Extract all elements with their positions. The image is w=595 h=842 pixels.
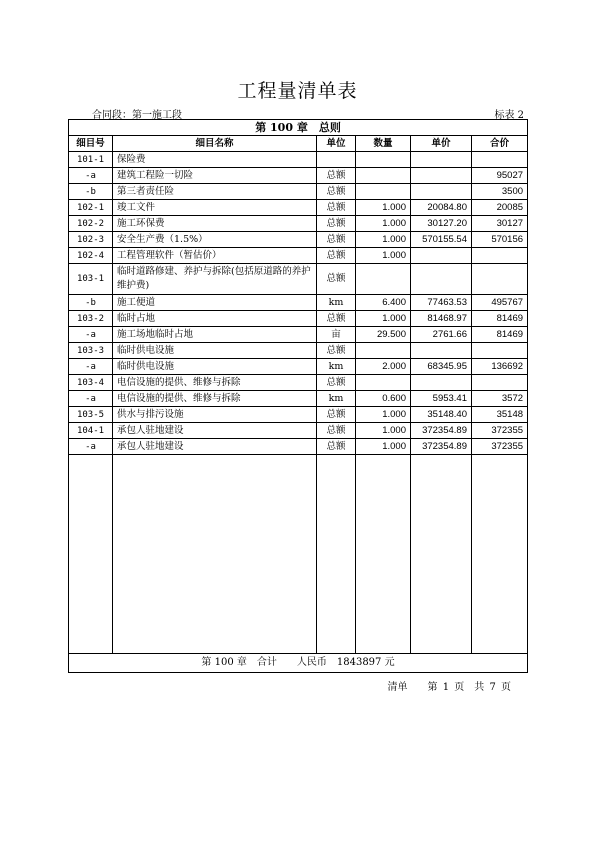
item-code: 104-1 [69,423,113,439]
filler-cell [113,455,317,654]
item-name: 施工环保费 [113,216,317,232]
column-header-code: 细目号 [69,136,113,152]
item-quantity [356,152,411,168]
item-total [472,248,528,264]
item-name: 保险费 [113,152,317,168]
item-unit-price [411,168,472,184]
bill-of-quantities-table [68,119,528,673]
item-code: -a [69,359,113,375]
item-total: 81469 [472,327,528,343]
item-code: 103-4 [69,375,113,391]
item-unit: 总额 [317,407,356,423]
item-code: -a [69,327,113,343]
item-quantity: 1.000 [356,216,411,232]
table-row [69,359,528,375]
item-name: 安全生产费（1.5%） [113,232,317,248]
item-name: 临时供电设施 [113,359,317,375]
item-unit: 总额 [317,375,356,391]
item-quantity [356,375,411,391]
form-number: 标表 2 [494,110,524,121]
item-name: 承包人驻地建设 [113,423,317,439]
filler-cell [317,455,356,654]
item-name: 施工便道 [113,295,317,311]
table-row [69,407,528,423]
item-total: 372355 [472,439,528,455]
item-code: 103-3 [69,343,113,359]
item-total: 136692 [472,359,528,375]
item-unit-price: 2761.66 [411,327,472,343]
item-total: 95027 [472,168,528,184]
contract-segment: 合同段：第一施工段 [92,110,182,121]
item-code: 102-4 [69,248,113,264]
item-code: -a [69,168,113,184]
item-name: 电信设施的提供、维修与拆除 [113,375,317,391]
chapter-heading-row [69,120,528,136]
item-unit-price: 35148.40 [411,407,472,423]
table-row [69,391,528,407]
item-unit: 总额 [317,216,356,232]
item-name: 承包人驻地建设 [113,439,317,455]
table-row [69,343,528,359]
item-total [472,375,528,391]
item-total [472,343,528,359]
item-name: 竣工文件 [113,200,317,216]
item-total [472,152,528,168]
item-code: 102-2 [69,216,113,232]
chapter-total: 第 100 章 合计 人民币 1843897 元 [69,654,528,673]
page-title: 工程量清单表 [237,80,358,102]
item-quantity [356,184,411,200]
item-unit-price: 30127.20 [411,216,472,232]
item-unit-price [411,248,472,264]
item-unit-price: 372354.89 [411,439,472,455]
table-row [69,248,528,264]
table-row [69,423,528,439]
item-unit: 总额 [317,439,356,455]
item-name: 电信设施的提供、维修与拆除 [113,391,317,407]
table-row [69,200,528,216]
item-unit-price: 77463.53 [411,295,472,311]
item-total: 495767 [472,295,528,311]
filler-cell [356,455,411,654]
item-name: 工程管理软件（暂估价） [113,248,317,264]
item-unit: 亩 [317,327,356,343]
page-footer: 清单 第 1 页 共 7 页 [387,682,511,693]
item-quantity: 1.000 [356,423,411,439]
table-row [69,439,528,455]
item-unit: 总额 [317,184,356,200]
item-quantity: 1.000 [356,200,411,216]
filler-cell [411,455,472,654]
table-row [69,152,528,168]
column-header-total: 合价 [472,136,528,152]
item-code: 103-2 [69,311,113,327]
item-unit-price [411,343,472,359]
item-unit-price: 372354.89 [411,423,472,439]
filler-cell [69,455,113,654]
item-code: 102-3 [69,232,113,248]
item-unit: km [317,295,356,311]
item-quantity: 2.000 [356,359,411,375]
item-quantity: 1.000 [356,232,411,248]
item-code: -b [69,184,113,200]
chapter-total-row [69,654,528,673]
item-name: 施工场地临时占地 [113,327,317,343]
item-name: 供水与排污设施 [113,407,317,423]
item-quantity [356,168,411,184]
table-row [69,375,528,391]
item-total: 372355 [472,423,528,439]
item-unit [317,152,356,168]
item-unit: 总额 [317,248,356,264]
table-row [69,184,528,200]
item-unit: 总额 [317,423,356,439]
item-total: 570156 [472,232,528,248]
item-code: -a [69,391,113,407]
item-unit: km [317,391,356,407]
item-code: 102-1 [69,200,113,216]
item-unit-price [411,184,472,200]
item-name: 临时供电设施 [113,343,317,359]
item-unit-price: 81468.97 [411,311,472,327]
item-name: 临时道路修建、养护与拆除(包括原道路的养护维护费) [113,264,317,295]
item-unit: 总额 [317,311,356,327]
item-code: 101-1 [69,152,113,168]
item-total: 81469 [472,311,528,327]
item-total: 20085 [472,200,528,216]
item-quantity [356,264,411,295]
table-row [69,311,528,327]
filler-cell [472,455,528,654]
item-code: -a [69,439,113,455]
column-header-name: 细目名称 [113,136,317,152]
item-unit: 总额 [317,232,356,248]
column-header-quantity: 数量 [356,136,411,152]
item-unit-price: 68345.95 [411,359,472,375]
item-unit: 总额 [317,168,356,184]
item-total: 35148 [472,407,528,423]
item-unit-price [411,152,472,168]
item-total: 30127 [472,216,528,232]
item-unit: 总额 [317,200,356,216]
item-total: 3500 [472,184,528,200]
column-header-unit-price: 单价 [411,136,472,152]
table-row [69,264,528,295]
item-unit-price: 570155.54 [411,232,472,248]
item-unit: 总额 [317,343,356,359]
table-row [69,327,528,343]
item-quantity: 1.000 [356,248,411,264]
item-name: 临时占地 [113,311,317,327]
item-name: 建筑工程险一切险 [113,168,317,184]
item-code: 103-5 [69,407,113,423]
item-quantity: 1.000 [356,407,411,423]
item-unit: 总额 [317,264,356,295]
table-row [69,232,528,248]
item-unit-price [411,375,472,391]
item-code: -b [69,295,113,311]
chapter-heading: 第 100 章 总则 [69,120,528,136]
item-name: 第三者责任险 [113,184,317,200]
item-unit-price [411,264,472,295]
item-total: 3572 [472,391,528,407]
item-quantity: 1.000 [356,439,411,455]
item-total [472,264,528,295]
item-quantity [356,343,411,359]
table-row [69,295,528,311]
item-unit-price: 5953.41 [411,391,472,407]
item-quantity: 1.000 [356,311,411,327]
item-quantity: 6.400 [356,295,411,311]
table-row [69,168,528,184]
blank-filler-row [69,455,528,654]
column-header-unit: 单位 [317,136,356,152]
item-quantity: 29.500 [356,327,411,343]
item-unit: km [317,359,356,375]
item-unit-price: 20084.80 [411,200,472,216]
table-header-row [69,136,528,152]
item-quantity: 0.600 [356,391,411,407]
table-row [69,216,528,232]
item-code: 103-1 [69,264,113,295]
